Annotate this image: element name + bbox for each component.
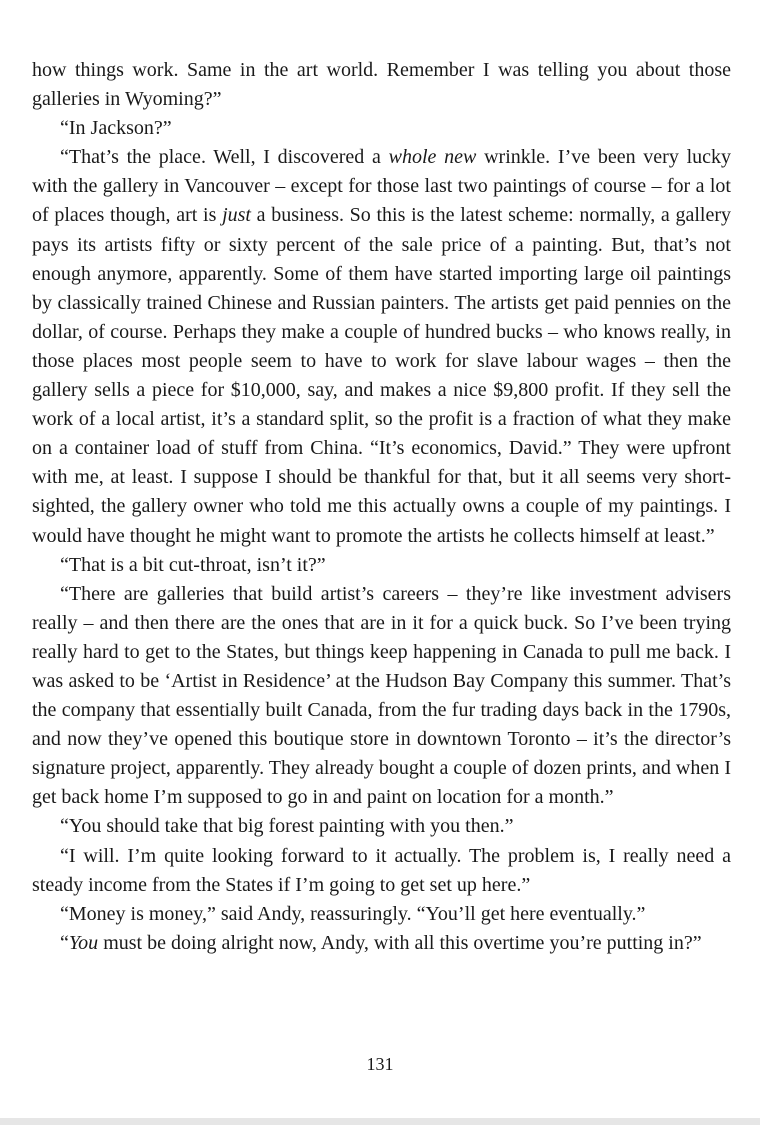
paragraph-1-text: how things work. Same in the art world. Remember I was telling you about those galleries in Wyoming?” — [32, 59, 731, 111]
paragraph-8-text: “Money is money,” said Andy, reassuringly. “You’ll get here eventually.” — [60, 902, 646, 925]
paragraph-3-text-b: wrinkle. I’ve been very lucky with the gallery in Vancouver – except for those last two paintings of course – for a lot of places though, art is — [32, 146, 731, 227]
paragraph-9 — [32, 929, 731, 958]
paragraph-9-text-a: “ — [60, 931, 69, 954]
paragraph-3-emphasis-a: whole new — [388, 146, 477, 169]
paragraph-3-text-c: a business. So this is the latest scheme: normally, a gallery pays its artists fifty or sixty percent of the sale price of a painting. But, that’s not enough anymore, apparently. Some of them have started importing large oil paintings by classically trained Chinese and Russian painters. The artists get paid pennies on the dollar, of course. Perhaps they make a couple of hundred bucks – who knows really, in those places most people seem to have to work for slave labour wages – then the gallery sells a piece for $10,000, say, and makes a nice $9,800 profit. If they sell the work of a local artist, it’s a standard split, so the profit is a fraction of what they make on a container load of stuff from China. “It’s economics, David.” They were upfront with me, at least. I suppose I should be thankful for that, but it all seems very short-sighted, the gallery owner who told me this actually owns a couple of my paintings. I would have thought he might want to promote the artists he collects himself at least.” — [32, 204, 732, 547]
paragraph-9-emphasis: You — [68, 931, 99, 954]
paragraph-7-text: “I will. I’m quite looking forward to it actually. The problem is, I really need a steady income from the States if I’m going to get set up here.” — [32, 844, 731, 896]
paragraph-5 — [32, 580, 731, 813]
paragraph-2-text: “In Jackson?” — [60, 117, 172, 140]
paragraph-6 — [32, 812, 731, 841]
bottom-border — [0, 1118, 760, 1125]
page-number: 131 — [366, 1054, 394, 1074]
paragraph-3-text-a: “That’s the place. Well, I discovered a — [60, 146, 389, 169]
paragraph-4 — [32, 551, 731, 580]
paragraph-2 — [32, 114, 731, 143]
paragraph-5-text: “There are galleries that build artist’s careers – they’re like investment advisers really – and then there are the ones that are in it for a quick buck. So I’ve been trying really hard to get to the States, but things keep happening in Canada to pull me back. I was asked to be ‘Artist in Residence’ at the Hudson Bay Company this summer. That’s the company that essentially built Canada, from the fur trading days back in the 1790s, and now they’ve opened this boutique store in downtown Toronto – it’s the director’s signature project, apparently. They already bought a couple of dozen prints, and when I get back home I’m supposed to go in and paint on location for a month.” — [32, 582, 731, 809]
paragraph-6-text: “You should take that big forest painting with you then.” — [60, 815, 514, 838]
paragraph-3-emphasis-b: just — [222, 204, 251, 227]
paragraph-9-text-b: must be doing alright now, Andy, with all this overtime you’re putting in?” — [98, 931, 702, 954]
book-page-body — [32, 56, 731, 958]
paragraph-7 — [32, 842, 731, 900]
paragraph-4-text: “That is a bit cut-throat, isn’t it?” — [60, 553, 326, 576]
paragraph-8 — [32, 900, 731, 929]
paragraph-3 — [32, 143, 731, 550]
paragraph-1 — [32, 56, 731, 114]
